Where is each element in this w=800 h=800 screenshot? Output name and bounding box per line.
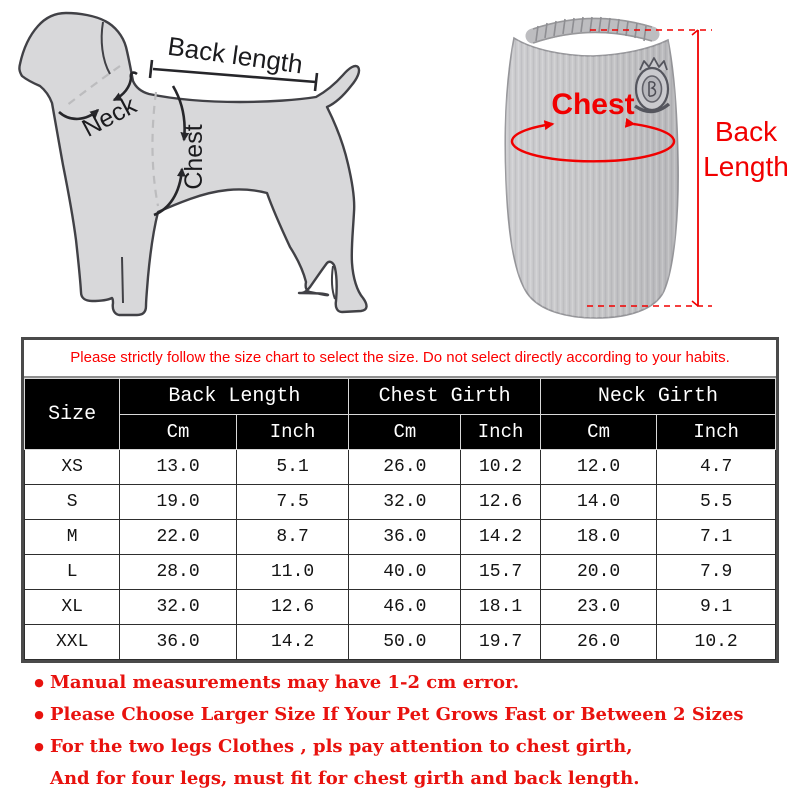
value-cell: 20.0 bbox=[540, 555, 656, 590]
size-chart-table bbox=[24, 378, 776, 660]
value-cell: 50.0 bbox=[349, 625, 461, 660]
value-cell: 5.5 bbox=[657, 485, 776, 520]
size-cell: M bbox=[25, 520, 120, 555]
dog-measurement-diagram bbox=[0, 0, 430, 330]
value-cell: 26.0 bbox=[540, 625, 656, 660]
value-cell: 12.6 bbox=[236, 590, 349, 625]
note-line bbox=[28, 703, 778, 726]
dog-chest-label: Chest bbox=[180, 124, 208, 190]
value-cell: 32.0 bbox=[120, 590, 236, 625]
col-group-neck-girth: Neck Girth bbox=[540, 379, 775, 415]
note-text: Manual measurements may have 1-2 cm error. bbox=[50, 672, 520, 693]
value-cell: 7.9 bbox=[657, 555, 776, 590]
value-cell: 13.0 bbox=[120, 450, 236, 485]
note-line bbox=[28, 735, 778, 758]
unit-header-cm: Cm bbox=[540, 415, 656, 450]
value-cell: 46.0 bbox=[349, 590, 461, 625]
size-cell: L bbox=[25, 555, 120, 590]
size-cell: XXL bbox=[25, 625, 120, 660]
garment-back-length-label-1: Back bbox=[714, 116, 778, 147]
value-cell: 14.2 bbox=[236, 625, 349, 660]
value-cell: 22.0 bbox=[120, 520, 236, 555]
value-cell: 32.0 bbox=[349, 485, 461, 520]
size-row-l bbox=[25, 555, 776, 590]
size-row-xxl bbox=[25, 625, 776, 660]
value-cell: 10.2 bbox=[461, 450, 541, 485]
value-cell: 4.7 bbox=[657, 450, 776, 485]
size-cell: XL bbox=[25, 590, 120, 625]
note-line-continuation bbox=[28, 767, 778, 790]
value-cell: 15.7 bbox=[461, 555, 541, 590]
dog-back-length-label: Back length bbox=[165, 30, 305, 80]
note-text: And for four legs, must fit for chest girth and back length. bbox=[50, 768, 640, 789]
value-cell: 8.7 bbox=[236, 520, 349, 555]
col-group-back-length: Back Length bbox=[120, 379, 349, 415]
value-cell: 23.0 bbox=[540, 590, 656, 625]
bullet-icon: ● bbox=[34, 740, 44, 753]
unit-header-inch: Inch bbox=[236, 415, 349, 450]
value-cell: 9.1 bbox=[657, 590, 776, 625]
unit-header-cm: Cm bbox=[120, 415, 236, 450]
value-cell: 26.0 bbox=[349, 450, 461, 485]
col-header-size: Size bbox=[25, 379, 120, 450]
unit-header-inch: Inch bbox=[461, 415, 541, 450]
value-cell: 5.1 bbox=[236, 450, 349, 485]
measurement-notes bbox=[28, 671, 778, 799]
value-cell: 14.0 bbox=[540, 485, 656, 520]
size-cell: XS bbox=[25, 450, 120, 485]
value-cell: 7.5 bbox=[236, 485, 349, 520]
size-cell: S bbox=[25, 485, 120, 520]
size-chart-notice: Please strictly follow the size chart to select the size. Do not select directly according to your habits. bbox=[24, 340, 776, 378]
size-row-s bbox=[25, 485, 776, 520]
size-row-m bbox=[25, 520, 776, 555]
value-cell: 10.2 bbox=[657, 625, 776, 660]
size-row-xl bbox=[25, 590, 776, 625]
value-cell: 40.0 bbox=[349, 555, 461, 590]
size-row-xs bbox=[25, 450, 776, 485]
value-cell: 19.0 bbox=[120, 485, 236, 520]
note-text: Please Choose Larger Size If Your Pet Grows Fast or Between 2 Sizes bbox=[50, 704, 744, 725]
value-cell: 36.0 bbox=[120, 625, 236, 660]
value-cell: 18.1 bbox=[461, 590, 541, 625]
unit-header-inch: Inch bbox=[657, 415, 776, 450]
value-cell: 12.0 bbox=[540, 450, 656, 485]
garment-chest-label: Chest bbox=[551, 88, 635, 121]
bullet-icon: ● bbox=[34, 708, 44, 721]
value-cell: 7.1 bbox=[657, 520, 776, 555]
value-cell: 18.0 bbox=[540, 520, 656, 555]
size-chart-panel bbox=[21, 337, 779, 663]
unit-header-cm: Cm bbox=[349, 415, 461, 450]
note-line bbox=[28, 671, 778, 694]
front-leg-split-line bbox=[122, 257, 123, 303]
garment-back-length-label-2: Length bbox=[703, 151, 789, 182]
value-cell: 12.6 bbox=[461, 485, 541, 520]
note-text: For the two legs Clothes , pls pay attention to chest girth, bbox=[50, 736, 633, 757]
col-group-chest-girth: Chest Girth bbox=[349, 379, 540, 415]
value-cell: 36.0 bbox=[349, 520, 461, 555]
dog-neck-label: Neck bbox=[77, 91, 141, 143]
value-cell: 19.7 bbox=[461, 625, 541, 660]
value-cell: 28.0 bbox=[120, 555, 236, 590]
value-cell: 11.0 bbox=[236, 555, 349, 590]
value-cell: 14.2 bbox=[461, 520, 541, 555]
garment-measurement-diagram bbox=[430, 0, 800, 330]
bullet-icon: ● bbox=[34, 676, 44, 689]
